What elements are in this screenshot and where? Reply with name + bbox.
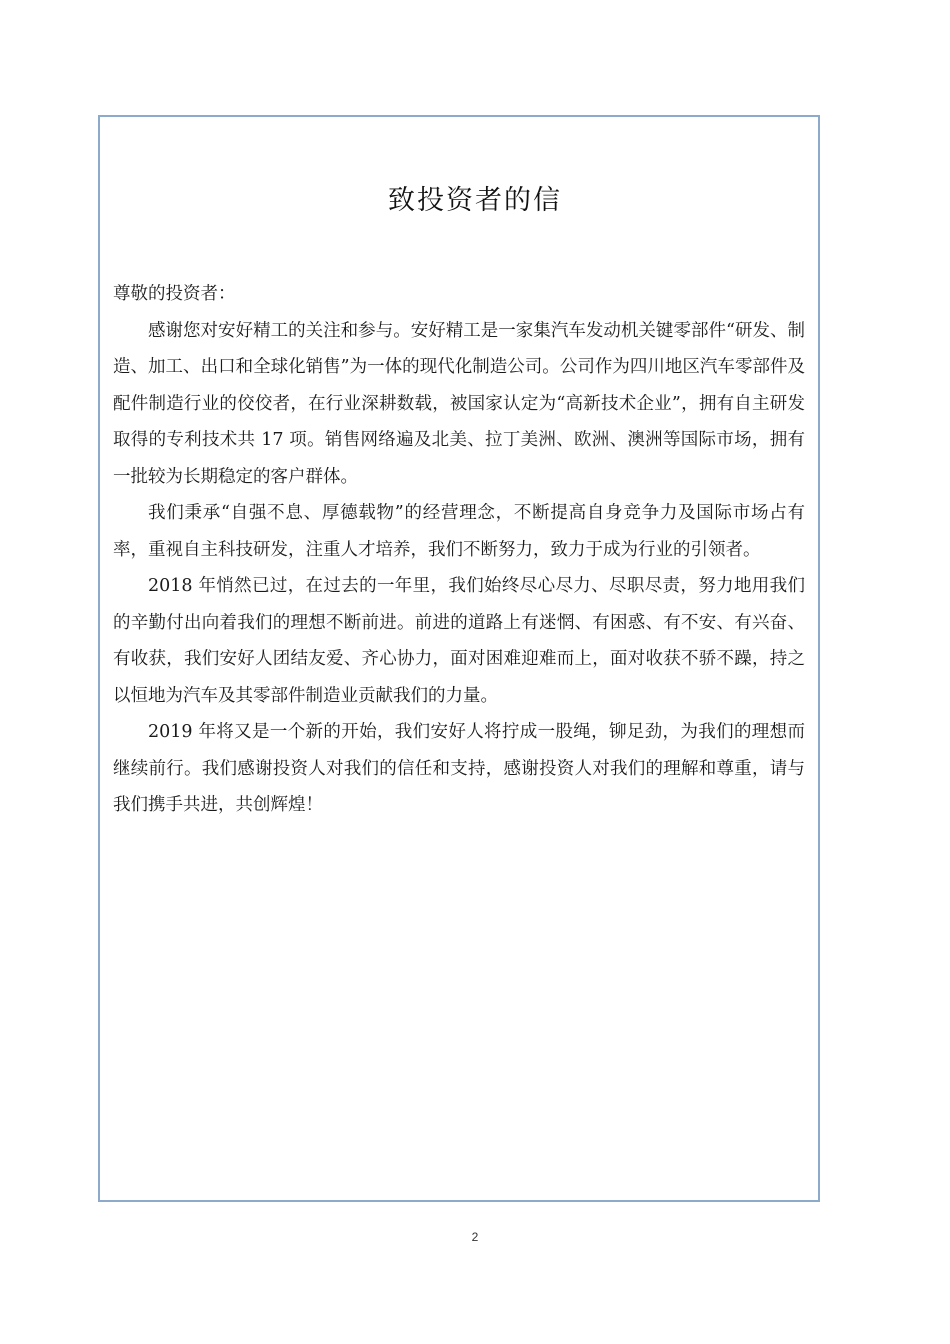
paragraph-2019-outlook: 2019 年将又是一个新的开始，我们安好人将拧成一股绳，铆足劲，为我们的理想而继续前行。我们感谢投资人对我们的信任和支持，感谢投资人对我们的理解和尊重，请与我们携手共进，共创辉煌！ [113, 722, 805, 815]
paragraph-philosophy: 我们秉承“自强不息、厚德载物”的经营理念，不断提高自身竞争力及国际市场占有率，重视自主科技研发，注重人才培养，我们不断努力，致力于成为行业的引领者。 [113, 503, 805, 560]
letter-body [113, 276, 805, 824]
page-number: 2 [471, 1230, 479, 1244]
paragraph-intro: 感谢您对安好精工的关注和参与。安好精工是一家集汽车发动机关键零部件“研发、制造、加工、出口和全球化销售”为一体的现代化制造公司。公司作为四川地区汽车零部件及配件制造行业的佼佼者，在行业深耕数载，被国家认定为“高新技术企业”，拥有自主研发取得的专利技术共 17 项。销售网络遍及北美、拉丁美洲、欧洲、澳洲等国际市场，拥有一批较为长期稳定的客户群体。 [113, 320, 805, 487]
salutation: 尊敬的投资者： [113, 284, 236, 304]
paragraph-2018-review: 2018 年悄然已过，在过去的一年里，我们始终尽心尽力、尽职尽责，努力地用我们的辛勤付出向着我们的理想不断前进。前进的道路上有迷惘、有困惑、有不安、有兴奋、有收获，我们安好人团结友爱、齐心协力，面对困难迎难而上，面对收获不骄不躁，持之以恒地为汽车及其零部件制造业贡献我们的力量。 [113, 576, 805, 706]
letter-title: 致投资者的信 [388, 185, 562, 216]
